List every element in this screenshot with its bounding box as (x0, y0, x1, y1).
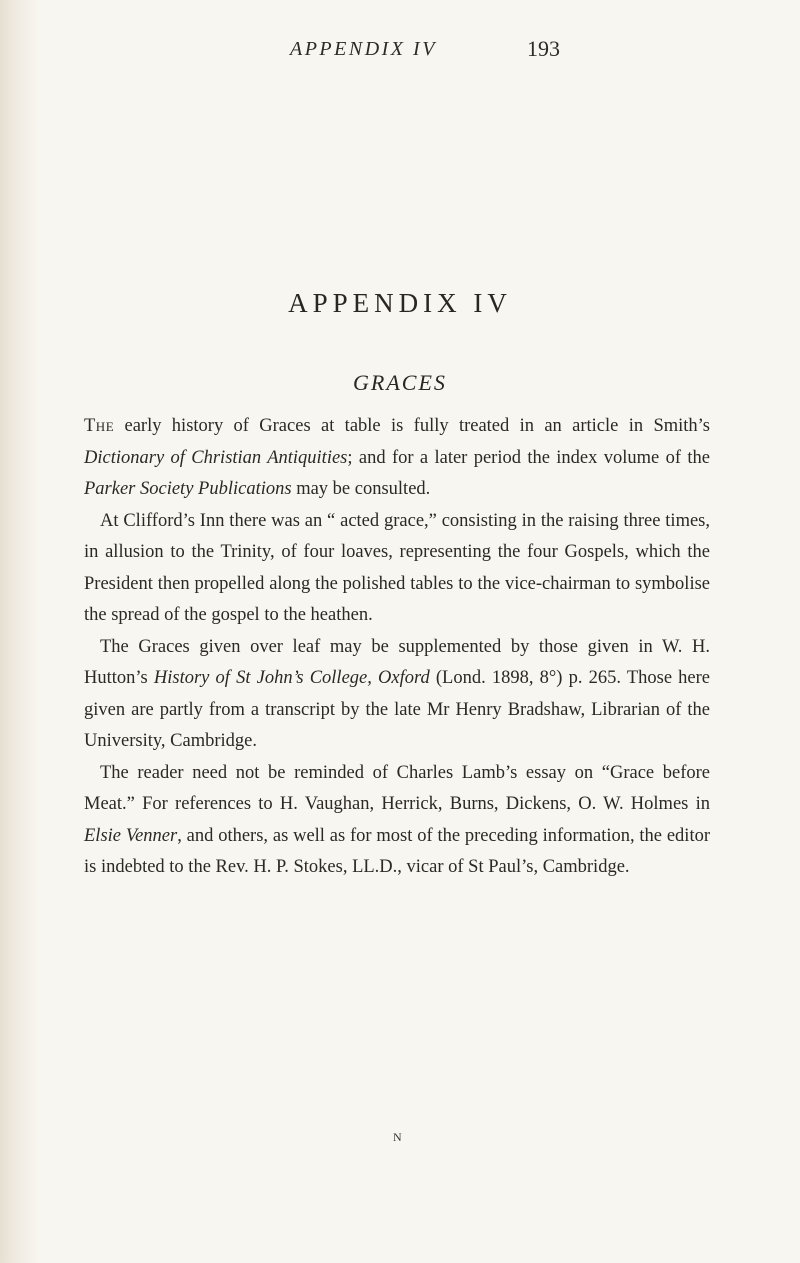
text-run: ; and for a later period the index volume of the (347, 447, 710, 468)
text-run: may be consulted. (291, 479, 431, 499)
paragraph-1 (84, 411, 710, 506)
text-run: (Lond. 1898, 8°) p. 265. Those here given are partly from a transcript by the late Mr Henry Bradshaw, Librarian of the University, Cambridge. (84, 668, 711, 751)
opening-words: The (84, 416, 115, 436)
text-run: The Graces given over leaf may be supplemented by those given in W. H. Hutton’s (84, 636, 710, 688)
signature-mark: N (393, 1130, 402, 1144)
section-title: GRACES (353, 370, 447, 395)
book-title-history-st-johns: History of St John’s College, Oxford (153, 668, 430, 688)
text-run: The reader need not be reminded of Charles Lamb’s essay on “Grace before Meat.” For references to H. Vaughan, Herrick, Burns, Dickens, O. W. Holmes in (84, 762, 710, 814)
book-title-parker-society: Parker Society Publications (84, 479, 292, 499)
page-number: 193 (527, 36, 560, 61)
book-title-dictionary: Dictionary of Christian Antiquities (84, 447, 348, 468)
page-edge-shadow (0, 0, 40, 1263)
paragraph-3 (84, 632, 710, 758)
paragraph-4 (84, 758, 710, 884)
paragraph-2 (84, 506, 710, 632)
text-run: At Clifford’s Inn there was an “ acted grace,” consisting in the raising three times, in allusion to the Trinity, of four loaves, representing the four Gospels, which the President then propelled along the polished tables to the vice-chairman to symbolise the spread of the gospel to the heathen. (84, 510, 710, 625)
book-title-elsie-venner: Elsie Venner (84, 825, 178, 846)
running-head: APPENDIX IV (290, 38, 437, 60)
text-run: , and others, as well as for most of the preceding information, the editor is indebted to the Rev. H. P. Stokes, LL.D., vicar of St Paul’s, Cambridge. (84, 825, 711, 877)
body-text (84, 411, 710, 884)
appendix-title: APPENDIX IV (288, 288, 512, 318)
text-run: early history of Graces at table is fully treated in an article in Smith’s (114, 416, 710, 436)
